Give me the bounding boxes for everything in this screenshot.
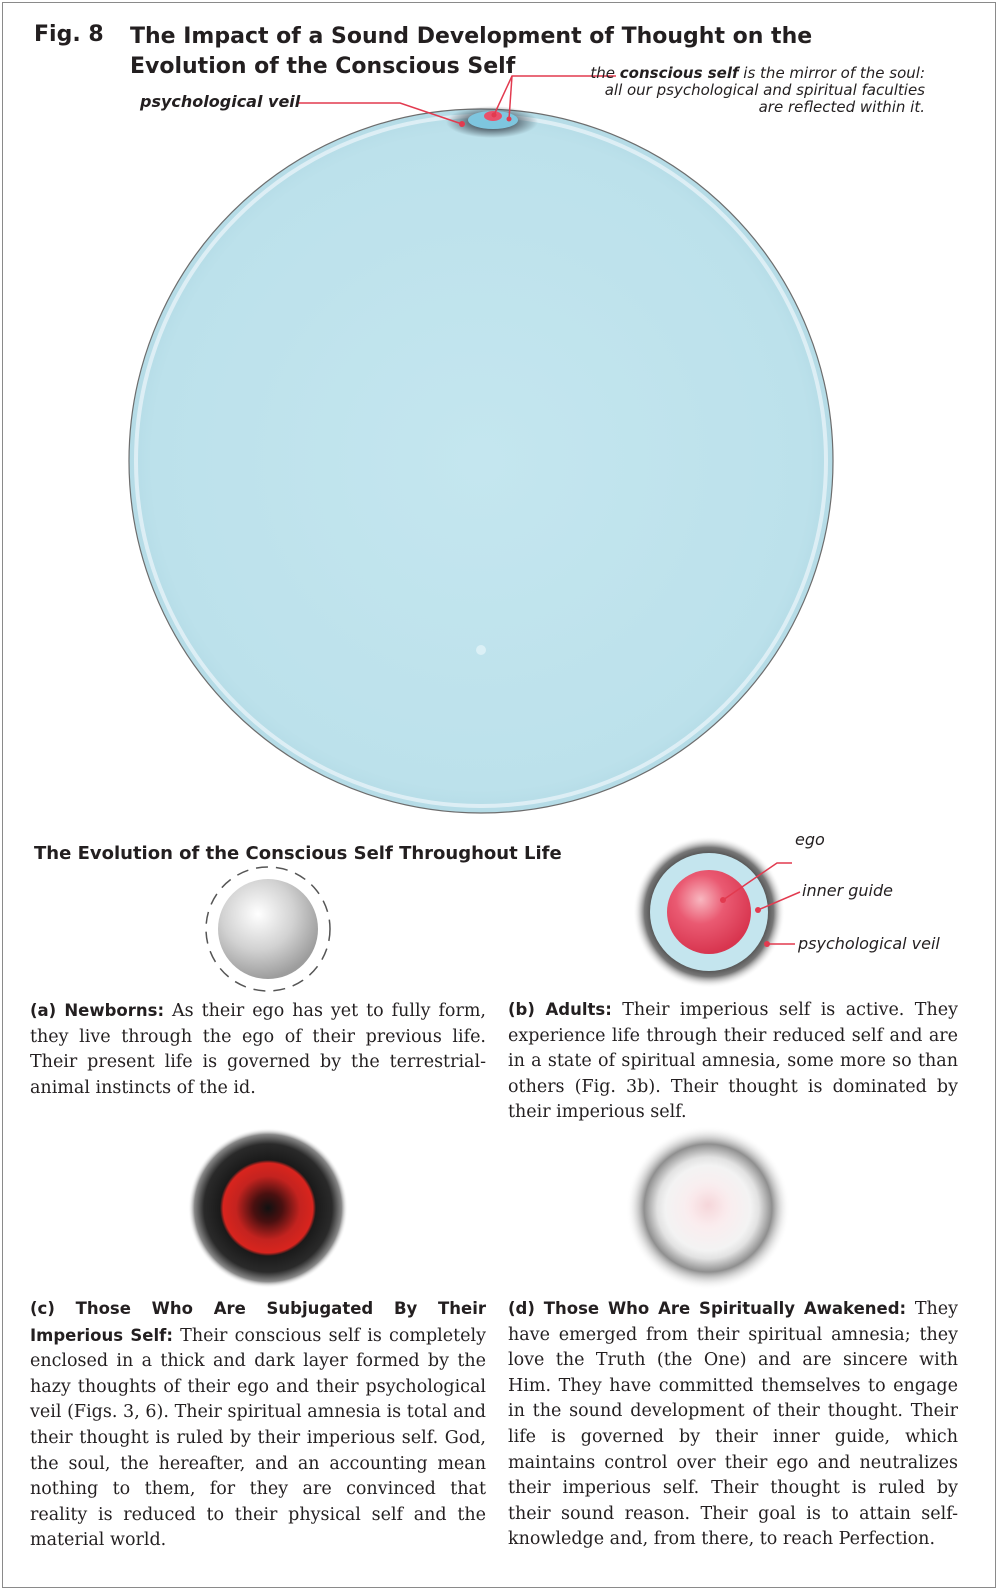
- panel-b-heading: (b) Adults:: [508, 1000, 612, 1019]
- veil-leader-dot: [459, 121, 465, 127]
- cs-label-post: is the mirror of the soul: all our psychological and spiritual faculties are reflected within it.: [604, 64, 925, 116]
- panel-a-body: As their ego has yet to fully form, they live through the ego of their previous life. Their present life is governed by the terrestrial-animal instincts of the id.: [30, 1001, 486, 1098]
- cs-label-bold: conscious self: [619, 64, 739, 82]
- evolution-title: The Evolution of the Conscious Self Throughout Life: [34, 843, 562, 864]
- panel-b-body: Their imperious self is active. They experience life through their reduced self and are in a state of spiritual amnesia, some more so than others (Fig. 3b). Their thought is dominated by their imperious self.: [508, 1000, 958, 1123]
- guide-leader-dot: [507, 117, 512, 122]
- adult-veil-dot: [764, 941, 770, 947]
- panel-d-heading: (d) Those Who Are Spiritually Awakened:: [508, 1299, 907, 1318]
- legend-inner-guide: inner guide: [802, 881, 893, 900]
- legend-psychological-veil: psychological veil: [798, 934, 940, 953]
- conscious-self-label: [580, 65, 925, 116]
- veil-label: psychological veil: [140, 92, 301, 111]
- awakened-core: [684, 1181, 732, 1229]
- adult-guide-dot: [755, 907, 761, 913]
- panel-c-text: [30, 1296, 486, 1554]
- legend-ego: ego: [795, 830, 825, 849]
- figure-number: Fig. 8: [34, 22, 104, 47]
- panel-d-body: They have emerged from their spiritual amnesia; they love the Truth (the One) and are sincere with Him. They have committed themselves to engage in the sound development of their thought. Their life is governed by their inner guide, which maintains control over their ego and neutralizes their imperious self. Their thought is ruled by their sound reason. Their goal is to attain self-knowledge and, from there, to reach Perfection.: [508, 1299, 958, 1550]
- panel-a-heading: (a) Newborns:: [30, 1001, 165, 1020]
- panel-c-body: Their conscious self is completely enclosed in a thick and dark layer formed by the hazy thoughts of their ego and their psychological veil (Figs. 3, 6). Their spiritual amnesia is total and their thought is ruled by their imperious self. God, the soul, the hereafter, and an accounting mean nothing to them, for they are convinced that reality is reduced to their physical self and the material world.: [30, 1325, 486, 1551]
- adult-ego-dot: [720, 897, 726, 903]
- subjugated-self: [188, 1128, 348, 1288]
- panel-b-text: [508, 997, 958, 1126]
- cs-label-pre: the: [590, 64, 620, 82]
- panel-d-text: [508, 1296, 958, 1553]
- newborn-self: [218, 879, 318, 979]
- panel-a-text: [30, 998, 486, 1101]
- sphere-highlight: [476, 645, 486, 655]
- main-sphere: [129, 109, 833, 813]
- adult-ego: [667, 870, 751, 954]
- figure-title: The Impact of a Sound Development of Thought on the Evolution of the Conscious Self: [130, 24, 813, 79]
- panel-c-heading: (c) Those Who Are Subjugated By Their Imperious Self:: [30, 1299, 486, 1345]
- ego-leader-dot: [492, 113, 497, 118]
